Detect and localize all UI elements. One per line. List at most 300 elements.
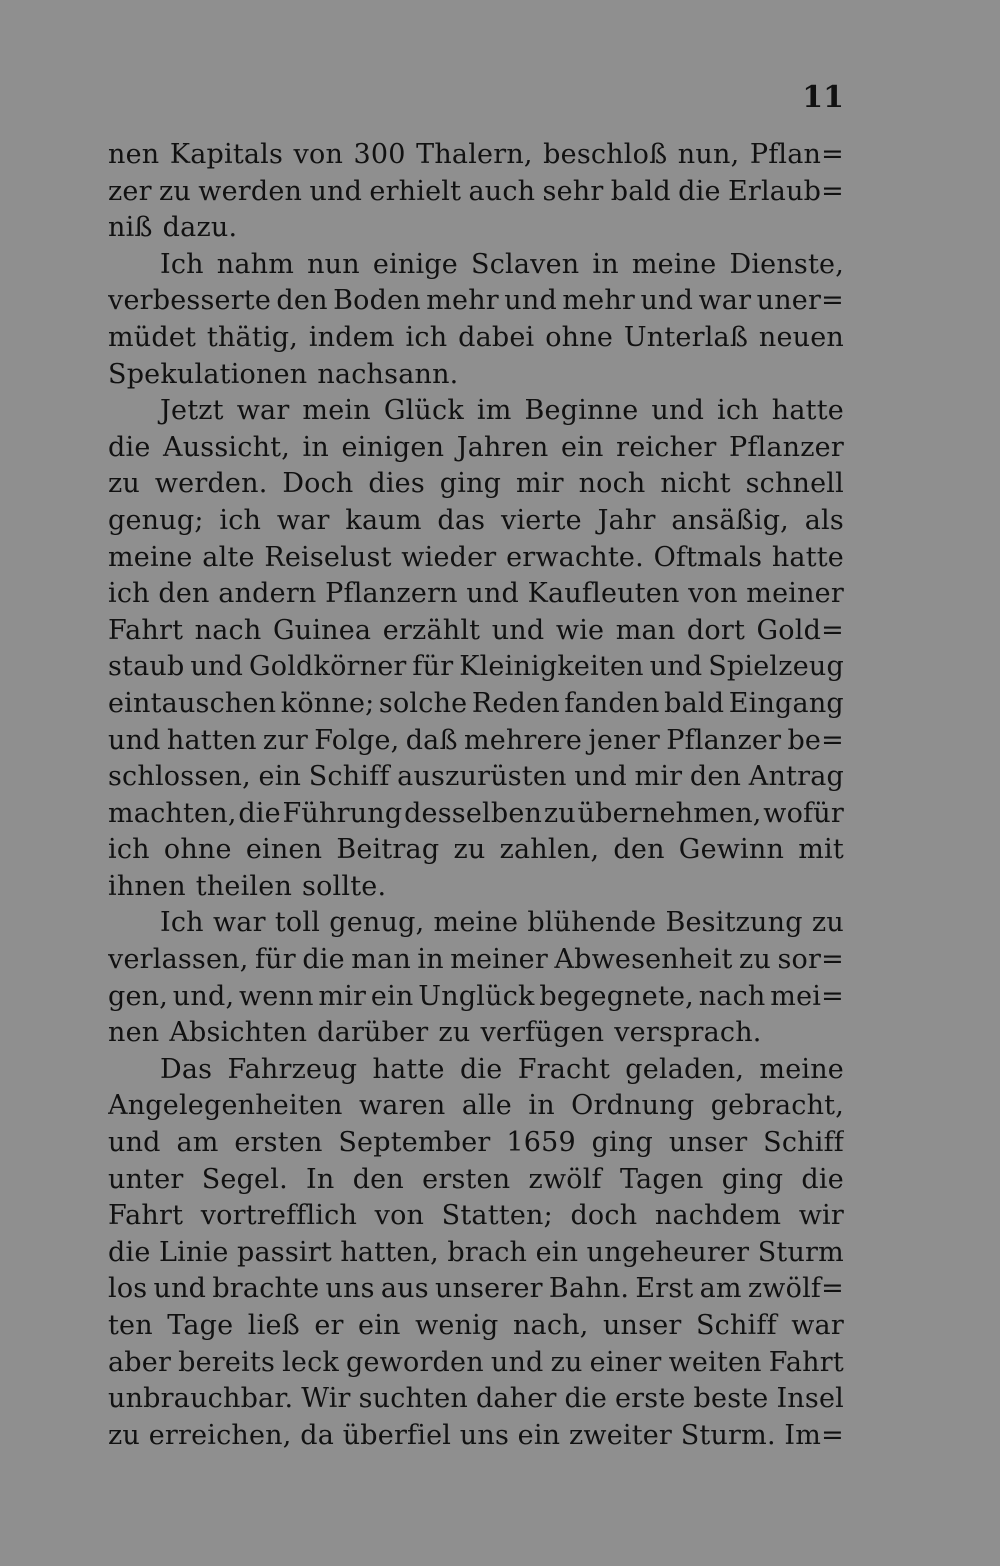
word: meine (759, 1053, 844, 1085)
word: war (276, 504, 330, 536)
word: neuen (758, 321, 844, 353)
word: ein (358, 1310, 401, 1341)
word: genug, (329, 907, 425, 939)
word: zu (108, 1419, 141, 1451)
word: alle (461, 1090, 512, 1122)
text-line (108, 686, 844, 723)
word: und (640, 285, 694, 317)
word: ging (721, 1163, 784, 1195)
word: Fahrzeug (227, 1053, 358, 1085)
word: zu (108, 468, 141, 500)
word: doch (570, 1200, 638, 1232)
word: ich (219, 504, 262, 536)
word: meine (433, 907, 519, 939)
text-line (108, 832, 844, 869)
word: Beginne (524, 395, 639, 427)
word: daher (475, 1383, 557, 1415)
word: und (309, 175, 363, 207)
word: sehr (542, 175, 604, 207)
text-line (108, 1198, 844, 1235)
word: auszurüsten (397, 761, 567, 793)
word: mein (302, 395, 371, 427)
word: zu (438, 1017, 471, 1049)
text-line (108, 1271, 844, 1308)
word: eintauschen (108, 687, 277, 719)
word: in (302, 431, 329, 463)
word: war (236, 395, 290, 427)
word: Pflanzer (666, 724, 782, 756)
word: versprach. (614, 1017, 762, 1049)
word: nahm (216, 248, 295, 280)
word: ersten (234, 1127, 323, 1159)
word: unter (108, 1163, 184, 1195)
word: und (108, 724, 161, 756)
word: mehr (562, 285, 636, 317)
word: aber (108, 1346, 172, 1378)
word: Linie (158, 1236, 229, 1268)
word: er (314, 1310, 344, 1341)
word: uner= (756, 285, 844, 317)
text-line (108, 320, 844, 357)
word: unbrauchbar. (108, 1383, 294, 1415)
word: vierte (501, 504, 582, 536)
word: dabei (458, 321, 535, 353)
word: das (437, 504, 486, 536)
word: ohne (163, 834, 232, 866)
word: bald (664, 687, 725, 719)
word: hatte (372, 1053, 445, 1085)
word: Führung (282, 797, 403, 829)
word: einigen (341, 431, 445, 463)
word: geladen, (625, 1053, 745, 1085)
word: Fracht (517, 1053, 611, 1085)
word: ein (258, 761, 302, 793)
word: gebracht, (710, 1090, 844, 1122)
word: bald (610, 175, 671, 207)
word: und (574, 761, 627, 793)
text-line (108, 869, 844, 906)
word: leck (282, 1346, 339, 1378)
word: im (476, 395, 512, 427)
word: aus (380, 1273, 429, 1305)
text-line (108, 430, 844, 467)
word: gen, (108, 980, 169, 1012)
word: Pflan= (749, 139, 844, 170)
word: ließ (247, 1310, 300, 1341)
word: vortrefflich (200, 1200, 358, 1232)
word: hatten (166, 724, 257, 756)
word: Bahn. (548, 1273, 630, 1305)
page-number: 11 (802, 80, 844, 115)
word: theilen (195, 870, 293, 902)
word: nach (698, 980, 766, 1012)
word: ten (108, 1310, 153, 1341)
word: mit (798, 834, 844, 866)
word: Sclaven (471, 248, 580, 280)
word: noch (578, 468, 646, 500)
word: die (678, 175, 721, 207)
text-line (108, 357, 844, 394)
word: Jetzt (160, 395, 224, 427)
word: kaum (345, 504, 422, 536)
word: Segel. (201, 1163, 288, 1195)
word: nach, (512, 1310, 589, 1341)
word: Thalern, (416, 139, 533, 170)
word: Unglück (418, 980, 535, 1012)
word: los (108, 1273, 148, 1305)
text-line (108, 649, 844, 686)
word: und (190, 651, 244, 683)
word: nun, (677, 139, 740, 170)
word: Beitrag (336, 834, 440, 866)
word: Absichten (169, 1017, 308, 1049)
word: ansäßig, (671, 504, 789, 536)
word: Kapitals (169, 139, 284, 170)
word: den (276, 285, 328, 317)
word: man (615, 614, 676, 646)
word: zu (739, 944, 772, 976)
word: zu (811, 907, 844, 939)
word: blühende (527, 907, 657, 939)
word: den (613, 834, 665, 866)
word: darüber (317, 1017, 429, 1049)
word: uns (325, 1273, 375, 1305)
word: auch (468, 175, 536, 207)
text-line (108, 1125, 844, 1162)
word: Statten; (441, 1200, 553, 1232)
word: den (158, 578, 210, 610)
word: Schiff (308, 761, 390, 793)
word: zu (453, 834, 486, 866)
word: Antrag (748, 761, 844, 793)
word: und (504, 285, 557, 317)
word: nachdem (654, 1200, 782, 1232)
word: die (108, 1236, 151, 1268)
word: in (417, 944, 444, 976)
word: suchten (358, 1383, 468, 1415)
text-line (108, 979, 844, 1016)
word: Dienste, (729, 248, 844, 280)
word: einen (245, 834, 323, 866)
word: Angelegenheiten (108, 1090, 343, 1122)
word: war (698, 285, 752, 317)
word: Doch (282, 468, 354, 500)
word: erhielt (369, 175, 462, 207)
word: ihnen (108, 870, 186, 902)
word: Spielzeug (708, 651, 844, 683)
text-line (108, 723, 844, 760)
word: werden (198, 175, 303, 207)
word: mehr (426, 285, 499, 317)
word: man (351, 944, 411, 976)
word: in (592, 248, 619, 280)
word: beste (693, 1383, 769, 1415)
word: September (338, 1127, 491, 1159)
word: in (528, 1090, 555, 1122)
word: desselben (404, 797, 543, 829)
text-line (108, 796, 844, 833)
word: erreichen, (148, 1419, 292, 1451)
word: waren (359, 1090, 446, 1122)
word: hatten, (340, 1236, 439, 1268)
word: und (108, 1127, 161, 1159)
word: ich (717, 395, 759, 427)
word: ein (370, 980, 414, 1012)
word: Kaufleuten (527, 578, 680, 610)
word: ich (405, 321, 448, 353)
word: ohne (545, 321, 613, 353)
word: andern (218, 578, 317, 610)
text-line (108, 942, 844, 979)
word: Sturm. (680, 1419, 776, 1451)
word: ich (108, 834, 150, 866)
word: Reiselust (264, 541, 392, 573)
word: Pflanzer (728, 431, 844, 463)
word: mir (318, 980, 367, 1012)
word: Jahren (456, 431, 549, 463)
word: nachsann. (317, 358, 459, 390)
word: für (254, 944, 296, 976)
word: Aussicht, (163, 431, 290, 463)
word: von (374, 1200, 425, 1232)
word: zur (262, 724, 309, 756)
word: Tage (167, 1310, 234, 1341)
text-line (108, 1235, 844, 1272)
word: zwölf= (747, 1273, 844, 1305)
word: niß (108, 212, 153, 244)
word: die (564, 1383, 608, 1415)
text-line (108, 1345, 844, 1382)
word: von (293, 139, 344, 170)
word: Glück (383, 395, 464, 427)
word: Fahrt (108, 614, 184, 646)
word: sollte. (302, 870, 387, 902)
word: In (306, 1163, 335, 1195)
word: unser (602, 1310, 682, 1341)
text-line (108, 905, 844, 942)
text-line (108, 1088, 844, 1125)
word: und (649, 651, 703, 683)
word: könne; (280, 687, 375, 719)
word: ungeheurer (586, 1236, 750, 1268)
word: Fahrt (768, 1346, 844, 1378)
word: zahlen, (499, 834, 600, 866)
text-line (108, 540, 844, 577)
word: weiten (668, 1346, 762, 1378)
word: nach (194, 614, 262, 646)
word: von (688, 578, 738, 610)
word: Ordnung (571, 1090, 695, 1122)
word: sor= (777, 944, 844, 976)
word: bereits (178, 1346, 276, 1378)
word: Das (160, 1053, 213, 1085)
word: erzählt (382, 614, 481, 646)
word: genug; (108, 504, 204, 536)
word: Goldkörner (248, 651, 407, 683)
word: den (689, 761, 742, 793)
word: zweiter (568, 1419, 673, 1451)
word: Wir (301, 1383, 351, 1415)
word: toll (274, 907, 321, 939)
word: meiner (450, 944, 548, 976)
word: ein (535, 1236, 579, 1268)
text-line (108, 247, 844, 284)
word: Gewinn (678, 834, 785, 866)
word: Kleinigkeiten (459, 651, 644, 683)
text-line (108, 393, 844, 430)
word: mir (634, 761, 683, 793)
word: dazu. (162, 212, 238, 244)
word: wenn (239, 980, 314, 1012)
word: die (238, 797, 281, 829)
word: und (651, 395, 705, 427)
word: die (459, 1053, 503, 1085)
word: reicher (616, 431, 717, 463)
word: Fahrt (108, 1200, 184, 1232)
word: unser (668, 1127, 748, 1159)
word: ein (517, 1419, 561, 1451)
word: solche (378, 687, 468, 719)
word: überfiel (342, 1419, 452, 1451)
word: unserer (434, 1273, 543, 1305)
word: nen (108, 139, 160, 170)
word: als (804, 504, 844, 536)
word: und (153, 1273, 207, 1305)
word: am (699, 1273, 742, 1305)
word: Schiff (763, 1127, 844, 1159)
word: 300 (353, 139, 406, 170)
word: ersten (422, 1163, 511, 1195)
word: ging (439, 468, 502, 500)
word: Abwesenheit (554, 944, 733, 976)
word: begegnete, (539, 980, 694, 1012)
word: und, (172, 980, 235, 1012)
word: Jahr (597, 504, 656, 536)
text-line (108, 137, 844, 174)
word: und (466, 578, 520, 610)
word: die (302, 944, 345, 976)
word: zwölf (528, 1163, 602, 1195)
word: alte (202, 541, 255, 573)
word: den (352, 1163, 404, 1195)
word: mehrere (463, 724, 583, 756)
word: mir (515, 468, 564, 500)
word: Eingang (728, 687, 844, 719)
word: wofür (763, 797, 844, 829)
word: schnell (745, 468, 844, 500)
word: und (491, 614, 545, 646)
text-line (108, 613, 844, 650)
word: war (791, 1310, 844, 1341)
word: für (412, 651, 454, 683)
word: Pflanzern (325, 578, 458, 610)
word: indem (308, 321, 395, 353)
word: nen (108, 1017, 160, 1049)
word: nicht (660, 468, 731, 500)
word: zu (159, 175, 192, 207)
word: und (490, 1346, 544, 1378)
word: Boden (333, 285, 421, 317)
word: Gold= (756, 614, 844, 646)
word: fanden (564, 687, 660, 719)
word: Oftmals (653, 541, 763, 573)
word: hatte (771, 541, 844, 573)
word: erste (615, 1383, 686, 1415)
word: daß (405, 724, 458, 756)
word: verfügen (480, 1017, 605, 1049)
word: Erlaub= (727, 175, 844, 207)
word: jener (588, 724, 660, 756)
word: geworden (346, 1346, 484, 1378)
word: Unterlaß (623, 321, 749, 353)
word: ich (108, 578, 150, 610)
word: 1659 (506, 1127, 576, 1159)
word: meine (108, 541, 193, 573)
word: werden. (154, 468, 268, 500)
word: wenig (415, 1310, 499, 1341)
text-line (108, 1418, 844, 1455)
word: Schiff (695, 1310, 777, 1341)
word: nun (307, 248, 360, 280)
text-line (108, 174, 844, 211)
word: da (300, 1419, 335, 1451)
word: wieder (401, 541, 497, 573)
text-line (108, 1308, 844, 1345)
word: zu (550, 1346, 583, 1378)
word: wir (798, 1200, 844, 1232)
word: dies (368, 468, 425, 500)
word: übernehmen, (577, 797, 762, 829)
word: uns (459, 1419, 509, 1451)
word: wie (555, 614, 605, 646)
word: passirt (236, 1236, 332, 1268)
word: Spekulationen (108, 358, 308, 390)
text-line (108, 503, 844, 540)
text-line (108, 1381, 844, 1418)
word: Insel (776, 1383, 844, 1415)
word: Sturm (757, 1236, 844, 1268)
word: machten, (108, 797, 237, 829)
word: die (108, 431, 151, 463)
body-text (108, 137, 844, 1454)
word: einer (589, 1346, 662, 1378)
word: beschloß (543, 139, 668, 170)
word: mei= (770, 980, 844, 1012)
word: ein (561, 431, 604, 463)
word: Im= (784, 1419, 844, 1451)
word: brach (447, 1236, 528, 1268)
text-line (108, 576, 844, 613)
text-line (108, 1162, 844, 1199)
word: verbesserte (108, 285, 272, 317)
word: Folge, (314, 724, 400, 756)
text-line (108, 210, 844, 247)
word: ging (591, 1127, 654, 1159)
word: am (176, 1127, 219, 1159)
word: be= (787, 724, 844, 756)
text-line (108, 1052, 844, 1089)
word: zer (108, 175, 152, 207)
word: Reden (471, 687, 560, 719)
word: staub (108, 651, 185, 683)
word: einige (372, 248, 458, 280)
word: erwachte. (506, 541, 644, 573)
word: Ich (160, 907, 204, 939)
word: verlassen, (108, 944, 249, 976)
text-line (108, 466, 844, 503)
word: die (801, 1163, 844, 1195)
word: zu (543, 797, 576, 829)
